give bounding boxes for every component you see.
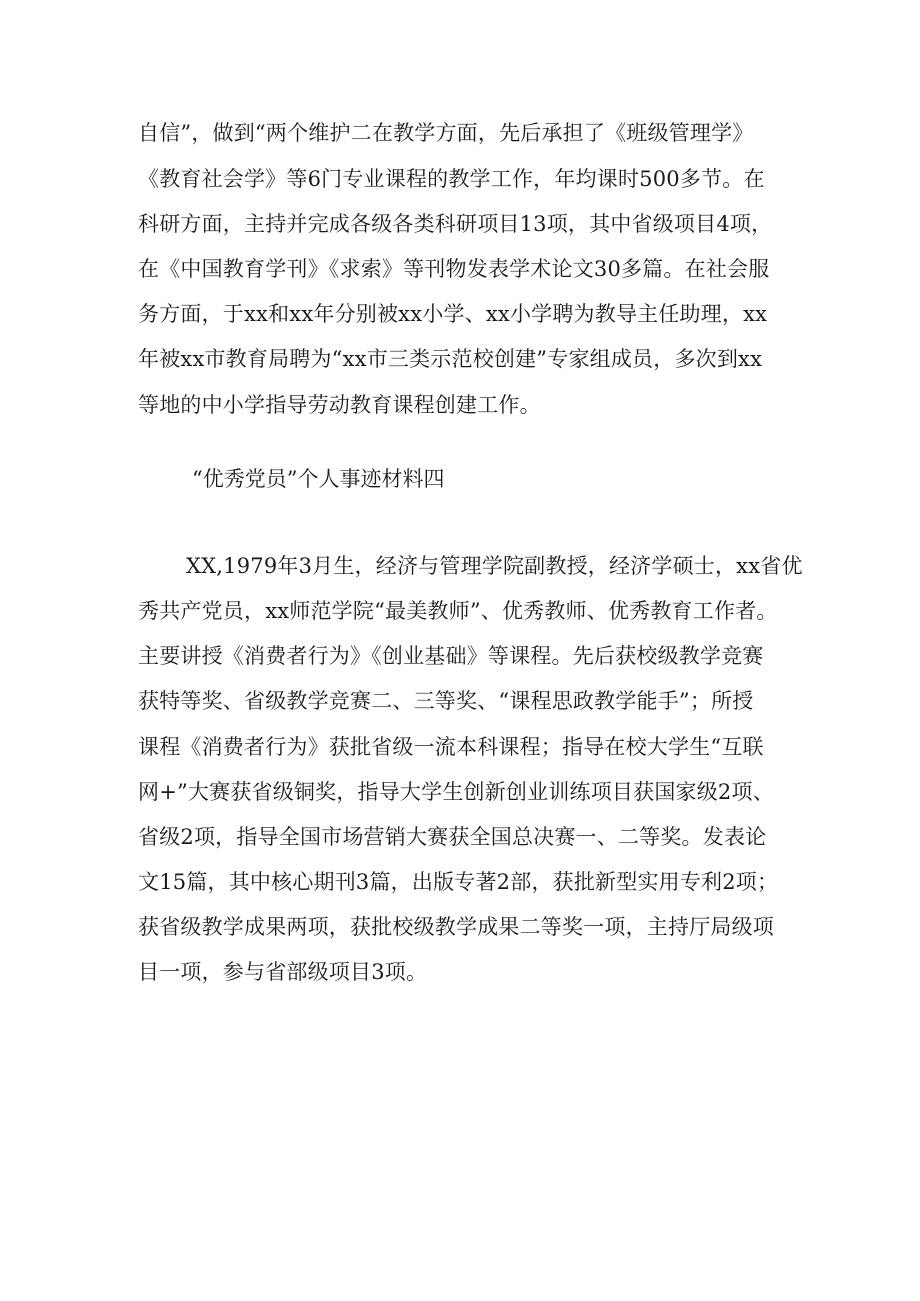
text-line: 秀共产党员，xx师范学院“最美教师”、优秀教师、优秀教育工作者。: [138, 599, 778, 623]
text-line: 等地的中小学指导劳动教育课程创建工作。: [138, 393, 541, 417]
text-line: XX,1979年3月生，经济与管理学院副教授，经济学硕士，xx省优: [186, 554, 803, 578]
text-line: 科研方面，主持并完成各级各类科研项目13项，其中省级项目4项，: [138, 212, 773, 236]
text-line: 省级2项，指导全国市场营销大赛获全国总决赛一、二等奖。发表论: [138, 825, 767, 849]
text-line: 目一项，参与省部级项目3项。: [138, 960, 428, 984]
text-line: 获省级教学成果两项，获批校级教学成果二等奖一项，主持厅局级项: [138, 915, 774, 939]
text-line: 网+”大赛获省级铜奖，指导大学生创新创业训练项目获国家级2项、: [138, 780, 774, 804]
section-heading: “优秀党员”个人事迹材料四: [192, 467, 445, 491]
text-line: 课程《消费者行为》获批省级一流本科课程；指导在校大学生“互联: [138, 735, 764, 759]
text-line: 在《中国教育学刊》《求索》等刊物发表学术论文30多篇。在社会服: [138, 257, 770, 281]
text-line: 自信”，做到“两个维护二在教学方面，先后承担了《班级管理学》: [138, 121, 754, 145]
text-line: 年被xx市教育局聘为“xx市三类示范校创建”专家组成员，多次到xx: [138, 347, 763, 371]
text-line: 主要讲授《消费者行为》《创业基础》等课程。先后获校级教学竞赛: [138, 644, 764, 668]
text-line: 文15篇，其中核心期刊3篇，出版专著2部，获批新型实用专利2项；: [138, 870, 779, 894]
text-line: 务方面，于xx和xx年分别被xx小学、xx小学聘为教导主任助理，xx: [138, 302, 768, 326]
text-line: 获特等奖、省级教学竞赛二、三等奖、“课程思政教学能手”；所授: [138, 689, 754, 713]
text-line: 《教育社会学》等6门专业课程的教学工作，年均课时500多节。在: [138, 167, 765, 191]
